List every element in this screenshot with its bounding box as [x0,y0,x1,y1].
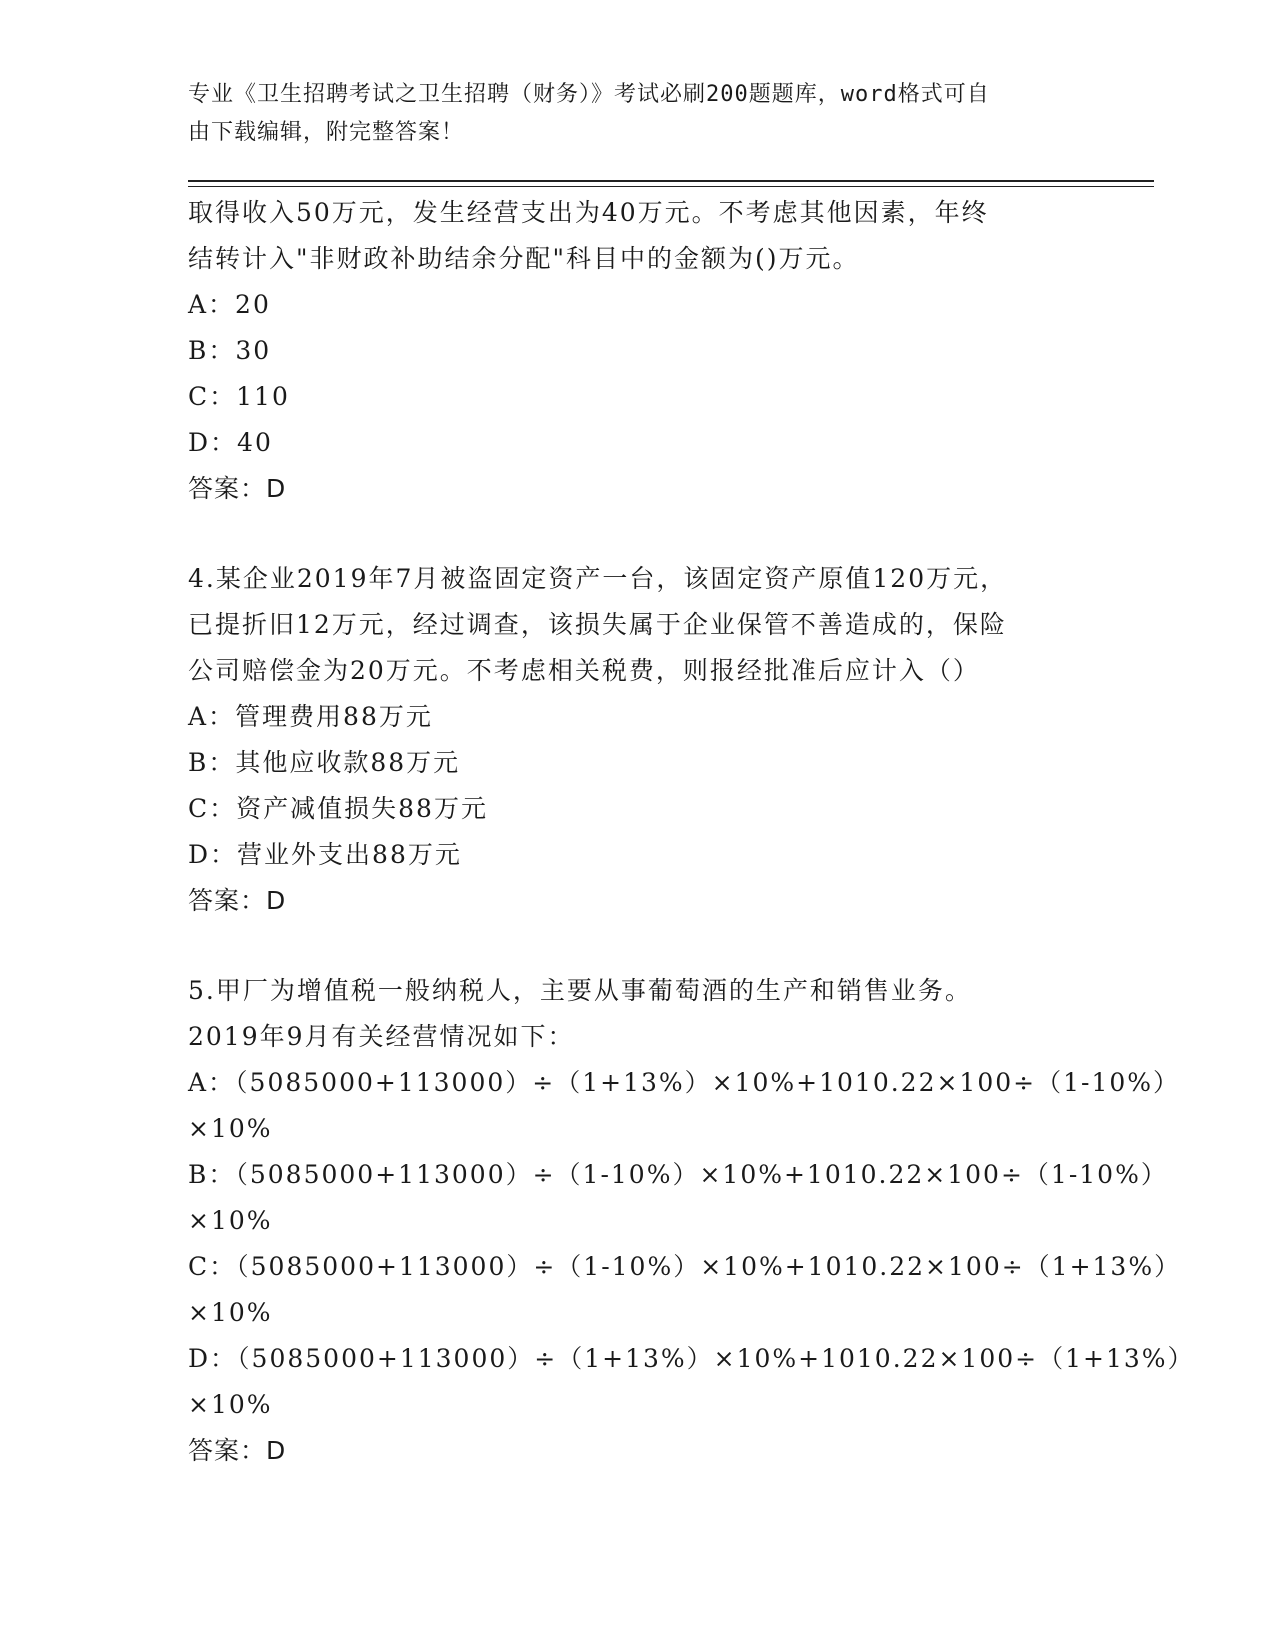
document-header [188,76,1068,152]
question-spacer [188,512,1088,556]
question-5-option-c-cont: ×10% [188,1298,273,1327]
question-spacer [188,924,1088,968]
question-4-text-line-3: 公司赔偿金为20万元。不考虑相关税费，则报经批准后应计入（） [188,656,980,685]
question-3-text-line-2: 结转计入"非财政补助结余分配"科目中的金额为()万元。 [188,244,860,273]
question-5-text-line-2: 2019年9月有关经营情况如下： [188,1022,575,1051]
question-4-option-d: D：营业外支出88万元 [188,840,462,869]
question-4-option-b: B：其他应收款88万元 [188,748,461,777]
question-3 [188,190,1088,512]
question-3-text-line-1: 取得收入50万元，发生经营支出为40万元。不考虑其他因素，年终 [188,198,989,227]
question-4-answer: 答案：D [188,886,287,915]
question-4-option-a: A：管理费用88万元 [188,702,433,731]
question-4-text-line-2: 已提折旧12万元，经过调查，该损失属于企业保管不善造成的，保险 [188,610,1007,639]
question-5-option-b-cont: ×10% [188,1206,273,1235]
question-4-text-line-1: 4.某企业2019年7月被盗固定资产一台，该固定资产原值120万元， [188,564,1008,593]
header-divider-thick [188,180,1154,182]
question-5-option-d-cont: ×10% [188,1390,273,1419]
question-5 [188,968,1195,1474]
question-content [188,190,1195,1474]
question-5-option-c: C：（5085000+113000）÷（1-10%）×10%+1010.22×100÷（1+13%） [188,1252,1182,1281]
question-5-answer: 答案：D [188,1436,287,1465]
question-5-option-d: D：（5085000+113000）÷（1+13%）×10%+1010.22×100÷（1+13%） [188,1344,1195,1373]
question-4-option-c: C：资产减值损失88万元 [188,794,488,823]
header-divider-thin [188,186,1154,187]
question-4 [188,556,1088,924]
question-5-option-b: B：（5085000+113000）÷（1-10%）×10%+1010.22×100÷（1-10%） [188,1160,1168,1189]
question-3-option-b: B：30 [188,336,272,365]
header-line-1: 专业《卫生招聘考试之卫生招聘（财务）》考试必刷200题题库，word格式可自 [188,82,990,107]
question-5-option-a: A：（5085000+113000）÷（1+13%）×10%+1010.22×100÷（1-10%） [188,1068,1181,1097]
question-5-text-line-1: 5.甲厂为增值税一般纳税人，主要从事葡萄酒的生产和销售业务。 [188,976,972,1005]
question-3-answer: 答案：D [188,474,287,503]
question-5-option-a-cont: ×10% [188,1114,273,1143]
question-3-option-d: D：40 [188,428,273,457]
question-3-option-c: C：110 [188,382,290,411]
header-line-2: 由下载编辑，附完整答案！ [188,120,465,145]
question-3-option-a: A：20 [188,290,271,319]
